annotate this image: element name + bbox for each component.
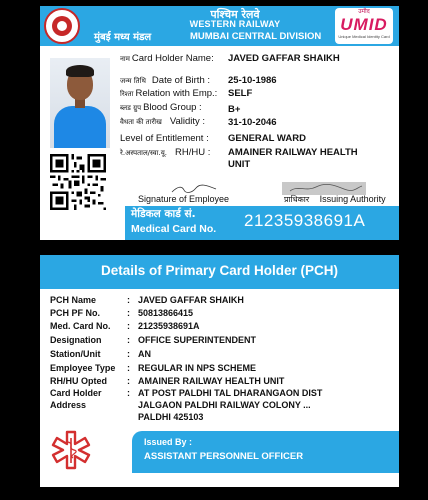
issued-by-label: Issued By : bbox=[144, 437, 193, 447]
field-label-entitlement: Level of Entitlement : bbox=[120, 133, 209, 144]
header-division-hindi: मुंबई मध्य मंडल bbox=[94, 32, 152, 43]
qr-code-icon bbox=[50, 154, 106, 210]
field-value-rh-hu: AMAINER RAILWAY HEALTH bbox=[228, 147, 358, 158]
card-holder-photo bbox=[50, 58, 110, 148]
railway-logo-icon bbox=[44, 8, 80, 44]
medical-card-back: Details of Primary Card Holder (PCH) PCH Name : JAVED GAFFAR SHAIKH PCH PF No. : 50813866415 Med. Card No. : 21235938691A Designation : OFFICE SUPERINTENDENT Station/Unit : AN Employee Type : REGULAR IN NPS SCHEME RH/HU Opted : AMAINER RAILWAY HEALTH UNIT Card Holder Address : AT POST PALDHI TAL DHARANGAON DIST JALGAON PALDHI RAILWAY COLONY ... PALDHI 425103 Issued By : ASSISTANT PERSONNEL OFFICER bbox=[40, 255, 399, 487]
medical-card-number: 21235938691A bbox=[244, 211, 366, 230]
field-value-entitlement: GENERAL WARD bbox=[228, 133, 306, 144]
issuing-authority-label: प्राधिकार Issuing Authority bbox=[284, 194, 386, 204]
rh-hu-opted-label: RH/HU Opted bbox=[50, 376, 107, 386]
field-value-validity: 31-10-2046 bbox=[228, 117, 277, 128]
address-line-3: PALDHI 425103 bbox=[138, 412, 204, 422]
field-value-blood-group: B+ bbox=[228, 104, 241, 115]
pch-pf-label: PCH PF No. bbox=[50, 308, 101, 318]
star-of-life-icon bbox=[50, 429, 92, 471]
header-division-english: MUMBAI CENTRAL DIVISION bbox=[190, 31, 322, 42]
pch-title: Details of Primary Card Holder (PCH) bbox=[100, 263, 339, 278]
header-title-hindi: पश्चिम रेलवे bbox=[210, 8, 260, 21]
field-value-dob: 25-10-1986 bbox=[228, 75, 277, 86]
field-value-relation: SELF bbox=[228, 88, 253, 99]
medical-card-label-hindi: मेडिकल कार्ड सं. bbox=[131, 208, 196, 220]
field-value-name: JAVED GAFFAR SHAIKH bbox=[228, 53, 340, 64]
umid-logo-icon bbox=[335, 8, 393, 44]
address-label-line1: Card Holder bbox=[50, 388, 102, 398]
header-title-english: WESTERN RAILWAY bbox=[189, 19, 281, 29]
field-label-rh-hu: रे.अस्पताल/स्वा.यू. RH/HU : bbox=[120, 147, 211, 158]
pch-pf-value: 50813866415 bbox=[138, 308, 194, 318]
umid-hindi: उमीद bbox=[358, 8, 370, 15]
designation-label: Designation bbox=[50, 335, 102, 345]
rh-hu-opted-value: AMAINER RAILWAY HEALTH UNIT bbox=[138, 376, 285, 386]
signature-employee-label: Signature of Employee bbox=[138, 194, 230, 204]
designation-value: OFFICE SUPERINTENDENT bbox=[138, 335, 257, 345]
umid-logo-text: UMID bbox=[340, 15, 388, 34]
field-label-blood-group: ब्लड ग्रुप Blood Group : bbox=[120, 102, 202, 113]
address-label-line2: Address bbox=[50, 400, 87, 410]
medical-card-front bbox=[40, 6, 399, 240]
med-card-no-label: Med. Card No. bbox=[50, 321, 111, 331]
employee-type-value: REGULAR IN NPS SCHEME bbox=[138, 363, 257, 373]
station-unit-label: Station/Unit bbox=[50, 349, 101, 359]
address-line-2: JALGAON PALDHI RAILWAY COLONY ... bbox=[138, 400, 311, 410]
field-value-rh-hu-line2: UNIT bbox=[228, 159, 251, 170]
umid-tagline: Unique Medical Identity Card bbox=[338, 34, 390, 39]
employee-type-label: Employee Type bbox=[50, 363, 116, 373]
station-unit-value: AN bbox=[138, 349, 151, 359]
field-label-relation: रिश्ता Relation with Emp.: bbox=[120, 88, 218, 99]
pch-name-label: PCH Name bbox=[50, 295, 97, 305]
medical-card-label: Medical Card No. bbox=[131, 223, 217, 235]
field-label-validity: वैधता की तारीख Validity : bbox=[120, 116, 206, 127]
issued-by-value: ASSISTANT PERSONNEL OFFICER bbox=[144, 451, 304, 462]
employee-signature-icon bbox=[170, 184, 220, 194]
field-label-name: नाम Card Holder Name: bbox=[120, 53, 214, 64]
pch-name-value: JAVED GAFFAR SHAIKH bbox=[138, 295, 244, 305]
med-card-no-value: 21235938691A bbox=[138, 321, 200, 331]
address-line-1: AT POST PALDHI TAL DHARANGAON DIST bbox=[138, 388, 323, 398]
field-label-dob: जन्म तिथि Date of Birth : bbox=[120, 75, 211, 86]
